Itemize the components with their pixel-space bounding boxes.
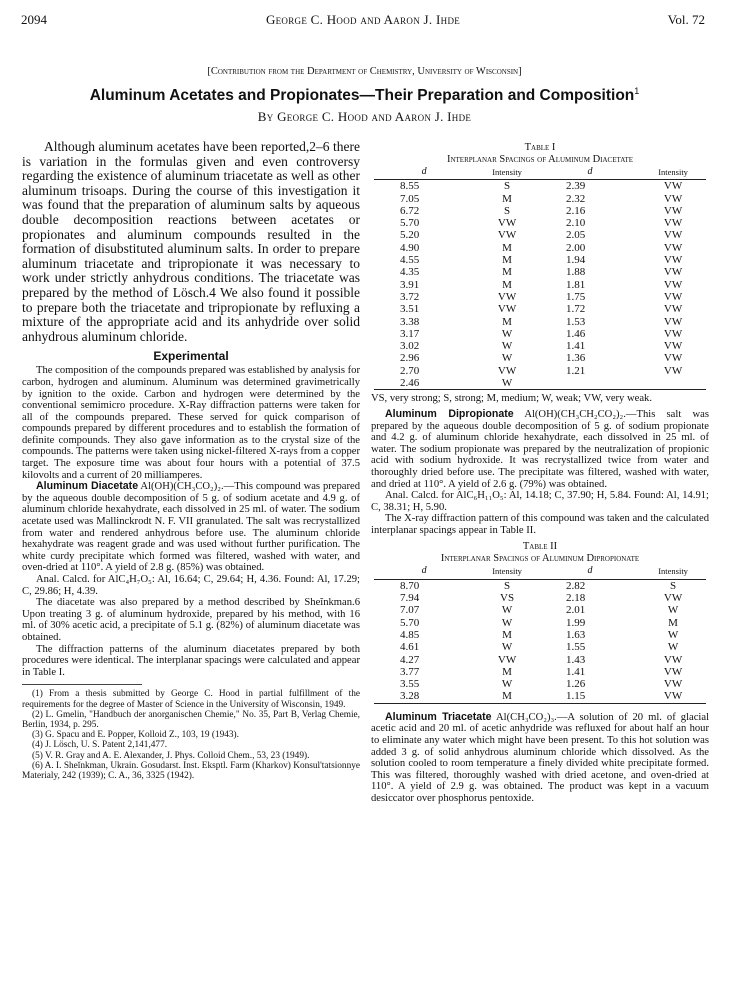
table-cell: W: [474, 377, 540, 390]
table-cell: [640, 377, 706, 390]
table-cell: VW: [663, 364, 683, 377]
table-cell: 3.51: [400, 303, 420, 316]
triacetate-paragraph: [371, 712, 709, 805]
table1-body: [374, 180, 706, 390]
table-cell: VW: [663, 340, 683, 353]
table-cell: 1.81: [565, 278, 586, 291]
table-cell: VW: [497, 364, 517, 377]
column-header: d: [540, 166, 640, 180]
table-cell: W: [667, 641, 679, 654]
table-cell: S: [670, 579, 677, 592]
table-cell: 5.70: [400, 616, 420, 629]
table-cell: 7.05: [400, 192, 420, 205]
column-header: Intensity: [640, 565, 706, 579]
column-header: d: [374, 166, 474, 180]
table-cell: 4.27: [400, 653, 420, 666]
table-cell: VW: [497, 653, 517, 666]
table-cell: 1.88: [565, 266, 586, 279]
dipropionate-heading: Aluminum Dipropionate: [385, 407, 514, 420]
table-row: [374, 690, 706, 703]
footnote: (5) V. R. Gray and A. E. Alexander, J. Phys. Colloid Chem., 53, 23 (1949).: [32, 750, 310, 761]
section-heading-experimental: Experimental: [153, 349, 229, 364]
table-cell: W: [501, 616, 513, 629]
table-row: [374, 604, 706, 616]
table-row: [374, 303, 706, 315]
table-cell: W: [501, 340, 513, 353]
table-cell: 7.07: [400, 604, 420, 617]
table-cell: 2.32: [565, 192, 586, 205]
table-cell: 5.70: [400, 217, 420, 230]
table-cell: 1.55: [565, 641, 586, 654]
title-footnote-mark: 1: [634, 86, 640, 96]
table-cell: VW: [497, 303, 517, 316]
diacetate-analysis: Anal. Calcd. for AlC₄H₇O₅: Al, 16.64; C, 29.64; H, 4.36. Found: Al, 17.29; C, 29.86; H, 4.39.: [22, 574, 360, 597]
table-cell: S: [504, 579, 511, 592]
table1-caption: Interplanar Spacings of Aluminum Diacetate: [446, 154, 634, 165]
column-header: d: [374, 565, 474, 579]
volume-number: Vol. 72: [667, 12, 705, 27]
table-row: [374, 242, 706, 254]
running-title: George C. Hood and Aaron J. Ihde: [265, 12, 461, 27]
table-cell: 1.46: [565, 327, 586, 340]
table-row: [374, 678, 706, 690]
table-cell: 1.36: [565, 352, 586, 365]
table-cell: VW: [663, 180, 683, 193]
table-cell: VW: [640, 690, 706, 703]
table-cell: 3.28: [374, 690, 474, 703]
diacetate-diffraction: The diffraction patterns of the aluminum diacetates prepared by both procedures were identical. The interplanar spacings were calculated and appear in Table I.: [22, 643, 360, 678]
page-number: 2094: [21, 12, 47, 27]
table1: [374, 166, 706, 390]
table-row: [374, 629, 706, 641]
table-cell: 1.63: [565, 628, 586, 641]
table-cell: VW: [663, 678, 683, 691]
table-row: [374, 592, 706, 604]
table-row: [374, 654, 706, 666]
table-cell: 1.72: [565, 303, 586, 316]
table-row: [374, 617, 706, 629]
table-cell: M: [474, 690, 540, 703]
table-cell: VW: [497, 217, 517, 230]
table-cell: 2.01: [565, 604, 586, 617]
title-text: Aluminum Acetates and Propionates—Their Preparation and Composition: [89, 87, 635, 105]
table-cell: VW: [663, 266, 683, 279]
diacetate-alt-method: The diacetate was also prepared by a method described by Sheĭnkman.6 Upon treating 3 g. of aluminum hydroxide, prepared by his method, with 16 ml. of 30% acetic acid, a precipitate of 5.1 g. (82%) of aluminum diacetate was obtained.: [22, 597, 360, 643]
table-cell: 1.99: [565, 616, 586, 629]
column-header: d: [540, 565, 640, 579]
table-cell: VW: [663, 229, 683, 242]
table-cell: W: [501, 641, 513, 654]
table-cell: 4.90: [400, 241, 420, 254]
table-cell: 5.20: [400, 229, 420, 242]
table-cell: 1.75: [565, 290, 586, 303]
table-cell: 2.70: [400, 364, 420, 377]
table-cell: 1.15: [540, 690, 640, 703]
table-cell: 1.43: [565, 653, 586, 666]
table2-body: [374, 579, 706, 703]
table-cell: 3.02: [400, 340, 420, 353]
table-cell: M: [502, 241, 512, 254]
table-cell: VS: [500, 592, 515, 605]
triacetate-text: Al(CH₃CO₂)₃.—A solution of 20 ml. of glacial acetic acid and 20 ml. of acetic anhydride was refluxed for about half an hour to eliminate any water which might have been present. To this hot solution was added 3 g. of solid anhydrous aluminum chloride which dissolved. As the solution cooled to room temperature a finely divided white precipitate formed. This was filtered, thoroughly washed with dried acetone, and oven-dried at 110°. A yield of 2.9 g. was obtained. The product was kept in a vacuum desiccator over phosphorus pentoxide.: [371, 711, 710, 804]
table-cell: 3.17: [400, 327, 420, 340]
footnote: (2) L. Gmelin, "Handbuch der anorganischen Chemie," No. 35, Part B, Verlag Chemie, Berlin, 1934, p. 295.: [22, 709, 360, 730]
footnotes: [22, 689, 360, 781]
table-cell: VW: [663, 315, 683, 328]
table-cell: 3.38: [400, 315, 420, 328]
table-row: [374, 217, 706, 229]
table-cell: 4.55: [400, 254, 420, 267]
table-cell: VW: [663, 204, 683, 217]
footnote: (6) A. I. Sheĭnkman, Ukrain. Gosudarst. Inst. Eksptl. Farm (Kharkov) Konsul'tatsionnye Materialy, 242 (1939); C. A., 36, 3325 (1942).: [22, 760, 360, 781]
footnote: (4) J. Lösch, U. S. Patent 2,141,477.: [32, 740, 168, 751]
table-row: [374, 365, 706, 377]
contribution-line: [Contribution from the Department of Chemistry, University of Wisconsin]: [207, 66, 522, 77]
table-cell: W: [501, 327, 513, 340]
triacetate-heading: Aluminum Triacetate: [385, 710, 492, 723]
table-cell: W: [667, 628, 679, 641]
table-cell: 4.35: [400, 266, 420, 279]
table-cell: M: [502, 278, 512, 291]
table-cell: VW: [497, 229, 517, 242]
table-row: [374, 579, 706, 592]
table-cell: VW: [663, 665, 683, 678]
table-cell: 1.94: [565, 254, 586, 267]
table-cell: 2.05: [565, 229, 586, 242]
table-cell: M: [502, 254, 512, 267]
table-cell: 8.70: [400, 579, 420, 592]
table-cell: 2.00: [565, 241, 586, 254]
table-cell: 1.26: [565, 678, 586, 691]
left-column: [22, 140, 360, 781]
table-cell: VW: [663, 352, 683, 365]
table-cell: 7.94: [400, 592, 420, 605]
diacetate-heading: Aluminum Diacetate: [36, 480, 139, 493]
table-cell: M: [502, 266, 512, 279]
table-cell: W: [501, 352, 513, 365]
dipropionate-paragraph: [371, 409, 709, 490]
table2-caption: Interplanar Spacings of Aluminum Dipropionate: [440, 553, 640, 565]
table-cell: VW: [663, 217, 683, 230]
table-row: [374, 205, 706, 217]
table-cell: 1.41: [565, 665, 586, 678]
table1-legend: VS, very strong; S, strong; M, medium; W, weak; VW, very weak.: [371, 393, 653, 405]
table-cell: W: [501, 678, 513, 691]
table-cell: 8.55: [400, 180, 420, 193]
dipropionate-text: Al(OH)(CH₃CH₂CO₂)₂.—This salt was prepared by the aqueous double decomposition of 5 g. of sodium propionate and 4.2 g. of aluminum chloride hexahydrate, each dissolved in 25 ml. of water. The sodium propionate was prepared by the neutralization of propionic acid with sodium hydroxide. It was recrystallized twice from water and thoroughly dried before use. The precipitate was filtered, washed with water, and dried at 110°. A yield of 2.6 g. (79%) was obtained.: [371, 408, 709, 490]
table-cell: M: [502, 315, 512, 328]
article-title: [0, 86, 729, 105]
table-cell: 4.85: [400, 628, 420, 641]
table-row: [374, 352, 706, 364]
table-cell: VW: [663, 290, 683, 303]
table-cell: 3.77: [400, 665, 420, 678]
table2: [374, 565, 706, 703]
table-cell: S: [504, 180, 511, 193]
table-cell: 2.18: [565, 592, 586, 605]
table-cell: 2.46: [374, 377, 474, 390]
column-header: Intensity: [474, 166, 540, 180]
table-cell: VW: [663, 592, 683, 605]
table-row: [374, 291, 706, 303]
table-cell: 2.96: [400, 352, 420, 365]
table-row: [374, 666, 706, 678]
running-header: [21, 12, 705, 28]
intro-paragraph: Although aluminum acetates have been reported,2–6 there is variation in the formulas given and even controversy regarding the existence of aluminum triacetate as well as other aluminum trisoaps. During the course of this investigation it was found that the preparation of aluminum salts by aqueous double decomposition reactions between acetates or propionates and aluminum compounds resulted in the formation of disubstituted aluminum salts. In order to prepare aluminum triacetate and tripropionate it was necessary to work under strictly anhydrous conditions. The triacetate was prepared by the method of Lösch.4 We also found it possible to prepare both the triacetate and tripropionate by refluxing a mixture of the appropriate acid and its anhydride over solid anhydrous aluminum chloride.: [22, 139, 360, 344]
table-cell: W: [501, 604, 513, 617]
table-cell: 2.82: [565, 579, 586, 592]
table-cell: M: [502, 665, 512, 678]
table-cell: 2.16: [565, 204, 586, 217]
column-header: Intensity: [640, 166, 706, 180]
table-cell: 4.61: [400, 641, 420, 654]
table-cell: 1.21: [565, 364, 586, 377]
table-cell: VW: [663, 303, 683, 316]
footnote: (3) G. Spacu and E. Popper, Kolloid Z., 103, 19 (1943).: [32, 730, 239, 741]
table-cell: VW: [663, 241, 683, 254]
table-row: [374, 193, 706, 205]
table-cell: 3.72: [400, 290, 420, 303]
table-cell: VW: [663, 327, 683, 340]
table-cell: 2.39: [565, 180, 586, 193]
byline: By George C. Hood and Aaron J. Ihde: [257, 109, 472, 124]
table-row: [374, 266, 706, 278]
table-cell: 1.41: [565, 340, 586, 353]
table-cell: VW: [497, 290, 517, 303]
table2-label: Table II: [522, 541, 558, 553]
table2-header-row: [374, 565, 706, 579]
table-row: [374, 229, 706, 241]
diacetate-paragraph: [22, 481, 360, 574]
footnote: (1) From a thesis submitted by George C. Hood in partial fulfillment of the requirements for the degree of Master of Science in the University of Wisconsin, 1949.: [22, 689, 360, 710]
table-cell: VW: [663, 254, 683, 267]
table-cell: W: [667, 604, 679, 617]
table-row: [374, 316, 706, 328]
table-cell: 2.10: [565, 217, 586, 230]
table-row: [374, 254, 706, 266]
diacetate-text: Al(OH)(CH₃CO₂)₂.—This compound was prepared by the aqueous double decomposition of 5 g. of sodium acetate and 4.9 g. of aluminum chloride hexahydrate, each dissolved in 25 ml. of water. The sodium acetate used was Mallinckrodt N. F. VII granulated. The salt was recrystallized from water and rendered anhydrous before use. The aluminum chloride hexahydrate was reagent grade and was used without further purification. The white curdy precipitate which formed was filtered, washed with water, and oven-dried at 110°. A yield of 2.8 g. (85%) was obtained.: [22, 481, 361, 574]
table1-header-row: [374, 166, 706, 180]
table-cell: 1.53: [565, 315, 586, 328]
column-header: Intensity: [474, 565, 540, 579]
table-cell: [540, 377, 640, 390]
table-cell: M: [502, 192, 512, 205]
experimental-paragraph: The composition of the compounds prepared was established by analysis for carbon, hydrogen and aluminum. Aluminum was determined gravimetrically by ignition to the oxide. Carbon and hydrogen were determined by the conventional semimicro procedure. X-Ray diffraction patterns were taken for all of the compounds prepared. These served for quick comparison of compounds prepared by different procedures and to establish the formation of definite compounds. They also gave information as to the crystal size of the compounds. The patterns were taken using nickel-filtered X-rays from a copper target. The exposure time was about four hours with a potential of 37.5 kilovolts and a current of 20 milliamperes.: [22, 365, 360, 481]
table-cell: VW: [663, 278, 683, 291]
table-cell: M: [668, 616, 678, 629]
dipropionate-diffraction: The X-ray diffraction pattern of this compound was taken and the calculated interplanar spacings appear in Table II.: [371, 513, 709, 536]
table-row: [374, 641, 706, 653]
dipropionate-analysis: Anal. Calcd. for AlC₆H₁₁O₅: Al, 14.18; C, 37.90; H, 5.84. Found: Al, 14.91; C, 38.31; H, 5.90.: [371, 490, 709, 513]
table-cell: M: [502, 628, 512, 641]
table-row: [374, 340, 706, 352]
table-cell: VW: [663, 653, 683, 666]
table-cell: 3.55: [400, 678, 420, 691]
table-cell: VW: [663, 192, 683, 205]
table-cell: S: [504, 204, 511, 217]
table1-label: Table I: [524, 142, 556, 153]
table-row: [374, 279, 706, 291]
table-cell: 6.72: [400, 204, 420, 217]
table-row: [374, 180, 706, 193]
table-row: [374, 328, 706, 340]
footnote-rule: [22, 684, 142, 685]
table-cell: 3.91: [400, 278, 420, 291]
right-column: [371, 140, 709, 804]
table-row: [374, 377, 706, 390]
